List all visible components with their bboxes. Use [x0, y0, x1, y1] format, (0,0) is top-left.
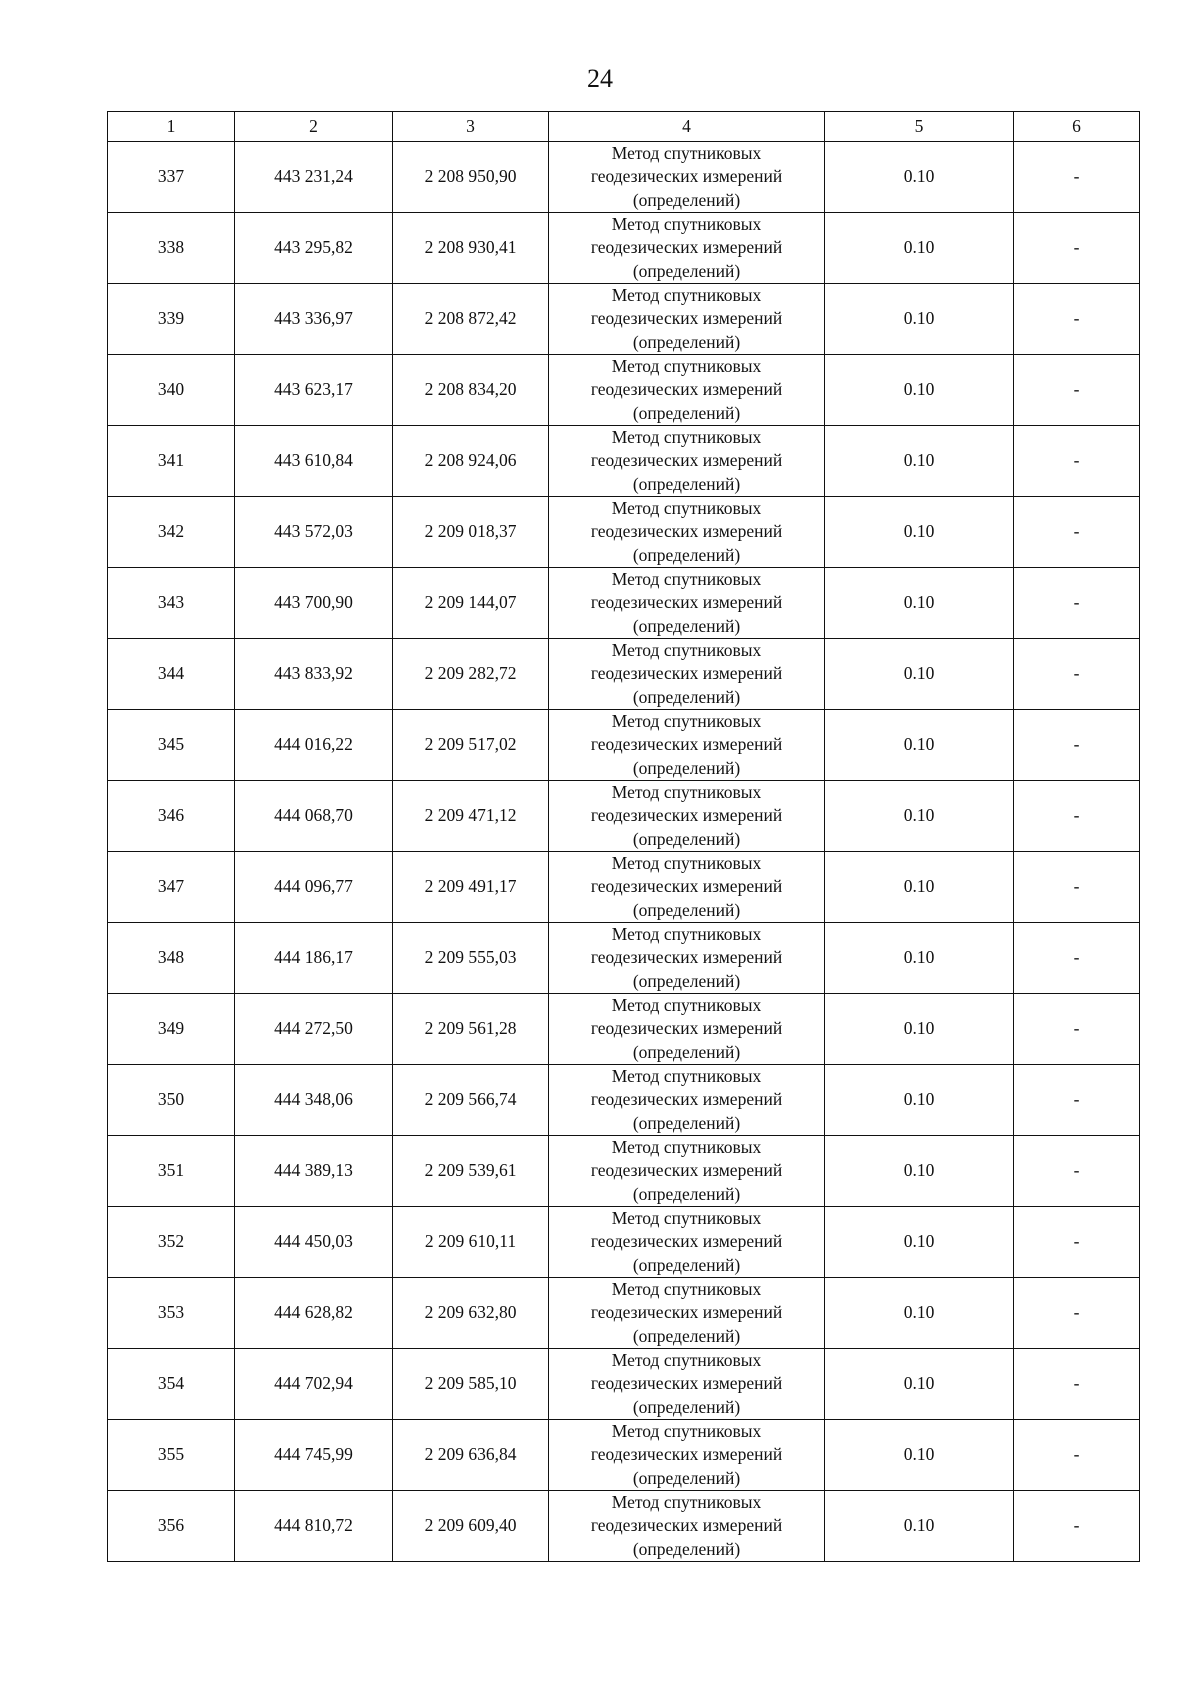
- method-line: (определений): [632, 1112, 741, 1133]
- note-cell: -: [1014, 994, 1140, 1065]
- y-coordinate-cell: 2 209 609,40: [393, 1491, 549, 1562]
- note-cell: -: [1014, 1207, 1140, 1278]
- accuracy-cell: 0.10: [825, 852, 1014, 923]
- accuracy-cell: 0.10: [825, 1207, 1014, 1278]
- method-cell: [549, 1420, 825, 1491]
- y-coordinate-cell: 2 209 517,02: [393, 710, 549, 781]
- x-coordinate-cell: 443 623,17: [235, 355, 393, 426]
- point-number-cell: 352: [108, 1207, 235, 1278]
- x-coordinate-cell: 443 231,24: [235, 142, 393, 213]
- method-line: (определений): [632, 1254, 741, 1275]
- accuracy-cell: 0.10: [825, 781, 1014, 852]
- y-coordinate-cell: 2 209 610,11: [393, 1207, 549, 1278]
- x-coordinate-cell: 443 610,84: [235, 426, 393, 497]
- note-cell: -: [1014, 213, 1140, 284]
- table-row: [108, 710, 1140, 781]
- point-number-cell: 344: [108, 639, 235, 710]
- method-cell: [549, 355, 825, 426]
- note-cell: -: [1014, 1491, 1140, 1562]
- accuracy-cell: 0.10: [825, 1136, 1014, 1207]
- method-cell: [549, 497, 825, 568]
- method-cell: [549, 426, 825, 497]
- note-cell: -: [1014, 710, 1140, 781]
- note-cell: -: [1014, 568, 1140, 639]
- method-line: Метод спутниковых: [611, 782, 762, 803]
- note-cell: -: [1014, 142, 1140, 213]
- method-line: (определений): [632, 473, 741, 494]
- method-cell: [549, 994, 825, 1065]
- method-line: (определений): [632, 1538, 741, 1559]
- method-line: Метод спутниковых: [611, 356, 762, 377]
- table-row: [108, 497, 1140, 568]
- table-row: [108, 1136, 1140, 1207]
- method-line: Метод спутниковых: [611, 1350, 762, 1371]
- y-coordinate-cell: 2 209 585,10: [393, 1349, 549, 1420]
- method-line: геодезических измерений: [590, 237, 783, 258]
- y-coordinate-cell: 2 209 636,84: [393, 1420, 549, 1491]
- method-line: (определений): [632, 1041, 741, 1062]
- point-number-cell: 339: [108, 284, 235, 355]
- method-line: Метод спутниковых: [611, 1137, 762, 1158]
- method-line: геодезических измерений: [590, 1089, 783, 1110]
- x-coordinate-cell: 444 096,77: [235, 852, 393, 923]
- x-coordinate-cell: 443 572,03: [235, 497, 393, 568]
- table-row: [108, 355, 1140, 426]
- point-number-cell: 350: [108, 1065, 235, 1136]
- method-line: геодезических измерений: [590, 947, 783, 968]
- method-line: геодезических измерений: [590, 166, 783, 187]
- accuracy-cell: 0.10: [825, 497, 1014, 568]
- note-cell: -: [1014, 1420, 1140, 1491]
- header-row: [108, 112, 1140, 142]
- method-cell: [549, 710, 825, 781]
- accuracy-cell: 0.10: [825, 284, 1014, 355]
- method-line: Метод спутниковых: [611, 853, 762, 874]
- table-row: [108, 1207, 1140, 1278]
- accuracy-cell: 0.10: [825, 1420, 1014, 1491]
- method-cell: [549, 639, 825, 710]
- y-coordinate-cell: 2 208 950,90: [393, 142, 549, 213]
- y-coordinate-cell: 2 209 471,12: [393, 781, 549, 852]
- accuracy-cell: 0.10: [825, 1349, 1014, 1420]
- method-line: (определений): [632, 1183, 741, 1204]
- method-line: (определений): [632, 402, 741, 423]
- method-line: (определений): [632, 686, 741, 707]
- method-line: (определений): [632, 260, 741, 281]
- method-line: геодезических измерений: [590, 1302, 783, 1323]
- method-line: (определений): [632, 970, 741, 991]
- method-line: Метод спутниковых: [611, 1066, 762, 1087]
- header-cell: 6: [1014, 112, 1140, 142]
- x-coordinate-cell: 443 295,82: [235, 213, 393, 284]
- table-row: [108, 1491, 1140, 1562]
- method-line: геодезических измерений: [590, 308, 783, 329]
- y-coordinate-cell: 2 209 539,61: [393, 1136, 549, 1207]
- method-line: (определений): [632, 615, 741, 636]
- point-number-cell: 353: [108, 1278, 235, 1349]
- method-line: геодезических измерений: [590, 1231, 783, 1252]
- table-row: [108, 852, 1140, 923]
- point-number-cell: 343: [108, 568, 235, 639]
- table-row: [108, 1349, 1140, 1420]
- point-number-cell: 355: [108, 1420, 235, 1491]
- table-row: [108, 213, 1140, 284]
- accuracy-cell: 0.10: [825, 1278, 1014, 1349]
- method-cell: [549, 142, 825, 213]
- method-line: (определений): [632, 1396, 741, 1417]
- x-coordinate-cell: 443 833,92: [235, 639, 393, 710]
- method-line: геодезических измерений: [590, 379, 783, 400]
- accuracy-cell: 0.10: [825, 923, 1014, 994]
- method-cell: [549, 213, 825, 284]
- method-line: Метод спутниковых: [611, 498, 762, 519]
- table-row: [108, 923, 1140, 994]
- header-cell: 1: [108, 112, 235, 142]
- method-line: Метод спутниковых: [611, 569, 762, 590]
- method-line: геодезических измерений: [590, 1018, 783, 1039]
- method-line: Метод спутниковых: [611, 214, 762, 235]
- accuracy-cell: 0.10: [825, 710, 1014, 781]
- method-line: (определений): [632, 331, 741, 352]
- method-line: геодезических измерений: [590, 1373, 783, 1394]
- method-line: геодезических измерений: [590, 1515, 783, 1536]
- method-line: Метод спутниковых: [611, 995, 762, 1016]
- method-line: Метод спутниковых: [611, 711, 762, 732]
- x-coordinate-cell: 443 336,97: [235, 284, 393, 355]
- note-cell: -: [1014, 1278, 1140, 1349]
- y-coordinate-cell: 2 208 924,06: [393, 426, 549, 497]
- method-line: (определений): [632, 189, 741, 210]
- header-cell: 2: [235, 112, 393, 142]
- point-number-cell: 338: [108, 213, 235, 284]
- accuracy-cell: 0.10: [825, 426, 1014, 497]
- method-line: Метод спутниковых: [611, 143, 762, 164]
- x-coordinate-cell: 444 186,17: [235, 923, 393, 994]
- method-line: геодезических измерений: [590, 876, 783, 897]
- accuracy-cell: 0.10: [825, 1491, 1014, 1562]
- table-row: [108, 568, 1140, 639]
- table-row: [108, 781, 1140, 852]
- table-row: [108, 994, 1140, 1065]
- method-cell: [549, 1065, 825, 1136]
- header-cell: 4: [549, 112, 825, 142]
- method-line: Метод спутниковых: [611, 640, 762, 661]
- x-coordinate-cell: 444 702,94: [235, 1349, 393, 1420]
- note-cell: -: [1014, 426, 1140, 497]
- point-number-cell: 349: [108, 994, 235, 1065]
- note-cell: -: [1014, 1136, 1140, 1207]
- x-coordinate-cell: 444 810,72: [235, 1491, 393, 1562]
- x-coordinate-cell: 444 016,22: [235, 710, 393, 781]
- method-cell: [549, 568, 825, 639]
- point-number-cell: 356: [108, 1491, 235, 1562]
- accuracy-cell: 0.10: [825, 568, 1014, 639]
- method-line: (определений): [632, 1325, 741, 1346]
- accuracy-cell: 0.10: [825, 213, 1014, 284]
- method-line: (определений): [632, 899, 741, 920]
- table-row: [108, 1278, 1140, 1349]
- x-coordinate-cell: 444 389,13: [235, 1136, 393, 1207]
- point-number-cell: 351: [108, 1136, 235, 1207]
- accuracy-cell: 0.10: [825, 142, 1014, 213]
- note-cell: -: [1014, 355, 1140, 426]
- method-line: Метод спутниковых: [611, 1492, 762, 1513]
- note-cell: -: [1014, 284, 1140, 355]
- coordinates-table: [107, 111, 1140, 1562]
- x-coordinate-cell: 443 700,90: [235, 568, 393, 639]
- y-coordinate-cell: 2 209 282,72: [393, 639, 549, 710]
- point-number-cell: 347: [108, 852, 235, 923]
- table-row: [108, 1420, 1140, 1491]
- method-cell: [549, 1207, 825, 1278]
- note-cell: -: [1014, 1065, 1140, 1136]
- x-coordinate-cell: 444 348,06: [235, 1065, 393, 1136]
- method-line: (определений): [632, 1467, 741, 1488]
- table-row: [108, 1065, 1140, 1136]
- method-cell: [549, 1278, 825, 1349]
- x-coordinate-cell: 444 745,99: [235, 1420, 393, 1491]
- method-line: Метод спутниковых: [611, 427, 762, 448]
- y-coordinate-cell: 2 209 018,37: [393, 497, 549, 568]
- x-coordinate-cell: 444 068,70: [235, 781, 393, 852]
- y-coordinate-cell: 2 208 930,41: [393, 213, 549, 284]
- method-cell: [549, 852, 825, 923]
- y-coordinate-cell: 2 208 872,42: [393, 284, 549, 355]
- y-coordinate-cell: 2 209 632,80: [393, 1278, 549, 1349]
- method-cell: [549, 284, 825, 355]
- x-coordinate-cell: 444 628,82: [235, 1278, 393, 1349]
- point-number-cell: 345: [108, 710, 235, 781]
- accuracy-cell: 0.10: [825, 1065, 1014, 1136]
- point-number-cell: 341: [108, 426, 235, 497]
- method-line: (определений): [632, 757, 741, 778]
- page-number: 24: [587, 64, 613, 93]
- method-cell: [549, 1349, 825, 1420]
- method-line: Метод спутниковых: [611, 1421, 762, 1442]
- note-cell: -: [1014, 639, 1140, 710]
- method-line: Метод спутниковых: [611, 1279, 762, 1300]
- method-line: геодезических измерений: [590, 1444, 783, 1465]
- method-line: геодезических измерений: [590, 734, 783, 755]
- accuracy-cell: 0.10: [825, 355, 1014, 426]
- point-number-cell: 354: [108, 1349, 235, 1420]
- note-cell: -: [1014, 497, 1140, 568]
- point-number-cell: 340: [108, 355, 235, 426]
- y-coordinate-cell: 2 209 491,17: [393, 852, 549, 923]
- method-line: Метод спутниковых: [611, 1208, 762, 1229]
- y-coordinate-cell: 2 209 555,03: [393, 923, 549, 994]
- table-row: [108, 284, 1140, 355]
- header-cell: 5: [825, 112, 1014, 142]
- method-line: (определений): [632, 828, 741, 849]
- method-line: геодезических измерений: [590, 521, 783, 542]
- method-line: геодезических измерений: [590, 1160, 783, 1181]
- note-cell: -: [1014, 1349, 1140, 1420]
- point-number-cell: 348: [108, 923, 235, 994]
- accuracy-cell: 0.10: [825, 639, 1014, 710]
- header-cell: 3: [393, 112, 549, 142]
- method-cell: [549, 923, 825, 994]
- x-coordinate-cell: 444 272,50: [235, 994, 393, 1065]
- method-line: (определений): [632, 544, 741, 565]
- point-number-cell: 337: [108, 142, 235, 213]
- y-coordinate-cell: 2 209 144,07: [393, 568, 549, 639]
- point-number-cell: 342: [108, 497, 235, 568]
- method-line: геодезических измерений: [590, 663, 783, 684]
- method-line: геодезических измерений: [590, 805, 783, 826]
- y-coordinate-cell: 2 208 834,20: [393, 355, 549, 426]
- method-line: геодезических измерений: [590, 450, 783, 471]
- method-line: Метод спутниковых: [611, 285, 762, 306]
- table-row: [108, 142, 1140, 213]
- method-cell: [549, 1491, 825, 1562]
- note-cell: -: [1014, 852, 1140, 923]
- method-line: геодезических измерений: [590, 592, 783, 613]
- note-cell: -: [1014, 923, 1140, 994]
- y-coordinate-cell: 2 209 561,28: [393, 994, 549, 1065]
- x-coordinate-cell: 444 450,03: [235, 1207, 393, 1278]
- table-row: [108, 426, 1140, 497]
- table-row: [108, 639, 1140, 710]
- method-line: Метод спутниковых: [611, 924, 762, 945]
- method-cell: [549, 781, 825, 852]
- y-coordinate-cell: 2 209 566,74: [393, 1065, 549, 1136]
- accuracy-cell: 0.10: [825, 994, 1014, 1065]
- note-cell: -: [1014, 781, 1140, 852]
- method-cell: [549, 1136, 825, 1207]
- point-number-cell: 346: [108, 781, 235, 852]
